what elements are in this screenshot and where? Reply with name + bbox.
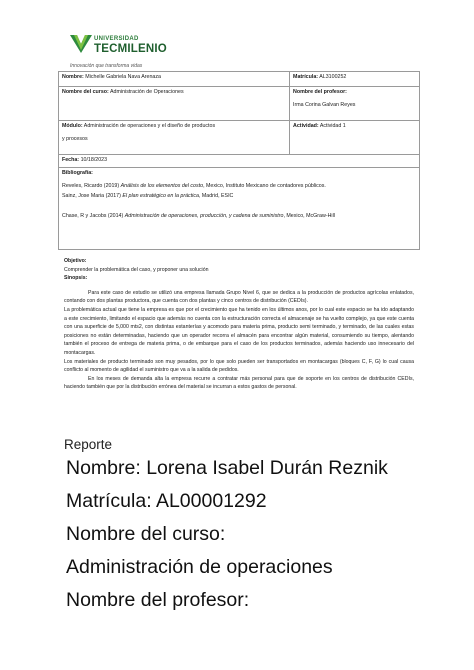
synopsis-paragraph: Para este caso de estudio se utilizó una empresa llamada Grupo Nivel 6, que se dedica a la producción de productos agrícolas enlatados, contando con dos plantas productora, que cuenta con dos plantas y cinco centros de distribución (CEDIs). — [64, 289, 414, 305]
report-name-line: Nombre: Lorena Isabel Durán Reznik — [66, 457, 388, 479]
module-value-line2: y procesos — [62, 135, 88, 142]
reference-item: Reveles, Ricardo (2019) Análisis de los elementos del costo, Mexico, Instituto Mexicano de contadores públicos. — [62, 182, 326, 189]
objective-label: Objetivo: — [64, 258, 87, 264]
module-label: Módulo: — [62, 123, 83, 129]
tecmilenio-emblem-icon — [70, 34, 92, 54]
matricula-cell — [290, 72, 420, 87]
report-course-label: Nombre del curso: — [66, 523, 226, 545]
professor-label: Nombre del profesor: — [293, 89, 347, 95]
date-label: Fecha: — [62, 157, 80, 163]
objective-text: Comprender la problemática del caso, y proponer una solución — [64, 266, 209, 273]
module-value-line1: Administración de operaciones y el diseño de productos — [83, 123, 216, 129]
date-cell — [59, 155, 420, 168]
university-label: UNIVERSIDAD — [94, 36, 139, 42]
activity-value: Actividad 1 — [319, 123, 346, 129]
name-value: Michelle Gabriela Nava Arenaza — [85, 74, 161, 80]
date-value: 10/18/2023 — [80, 157, 108, 163]
report-course-value: Administración de operaciones — [66, 556, 333, 578]
synopsis-paragraph: Los materiales de producto terminado son muy pesados, por lo que solo pueden ser transportados en montacargas (bloques C, F, G) lo cual causa conflicto al momento de agilidad el suministro que va a la salida de pedidos. — [64, 358, 414, 374]
brand-tagline: Innovación que transforma vidas — [70, 63, 143, 69]
synopsis-paragraph: En los meses de demanda alta la empresa recurre a contratar más personal para que de soporte en los centros de distribución CEDIs, haciendo también que por la distribución errónea del material se incurran a estos gastos de personal. — [64, 375, 414, 391]
bibliography-cell — [59, 168, 420, 250]
report-heading: Reporte — [64, 437, 113, 452]
brand-name: TECMILENIO — [94, 43, 167, 55]
reference-item: Sainz, Jose Maria (2017) El plan estratégico en la práctica, Madrid, ESIC — [62, 193, 234, 200]
matricula-label: Matrícula: — [293, 74, 319, 80]
synopsis-paragraph: La problemática actual que tiene la empresa es que por el crecimiento que ha tenido en los últimos anos, por lo cual este espacio se ha ido adaptando a este crecimiento, limitando el espacio que además no cuenta con la estructuración correcta el almacenaje se ha vuelto complejo, ya que este cuenta con una superficie de 5,000 mts2, con distintas estanterías y acomodo para materia prima, producto semi terminado, y terminado, de las cuales estas posiciones no están determinadas, haciendo que un operador recorra el almacén para encontrar algún material, consumiendo su tiempo, alentando también el proceso de entrega de materia prima, o de embarque para el caso de los productos terminados, además haciendo uso innecesario del montacargas. — [64, 306, 414, 356]
module-cell — [59, 121, 290, 155]
course-cell — [59, 87, 290, 121]
synopsis-label: Sinopsis: — [64, 275, 88, 282]
report-professor-label: Nombre del profesor: — [66, 589, 250, 611]
activity-cell — [290, 121, 420, 155]
name-label: Nombre: — [62, 74, 84, 80]
bibliography-label: Bibliografía: — [62, 170, 93, 176]
professor-cell — [290, 87, 420, 121]
reference-item: Chase, R y Jacobs (2014) Administración de operaciones, producción, y cadena de suministro, Mexico, McGraw-Hill — [62, 212, 335, 219]
report-matricula-line: Matrícula: AL00001292 — [66, 490, 267, 512]
course-value: Administración de Operaciones — [110, 89, 184, 95]
course-label: Nombre del curso: — [62, 89, 109, 95]
activity-label: Actividad: — [293, 123, 319, 129]
matricula-value: AL3100252 — [319, 74, 347, 80]
name-cell — [59, 72, 290, 87]
professor-value: Irma Corina Galvan Reyes — [293, 101, 356, 108]
document-body — [64, 257, 414, 392]
student-info-table — [58, 71, 420, 250]
